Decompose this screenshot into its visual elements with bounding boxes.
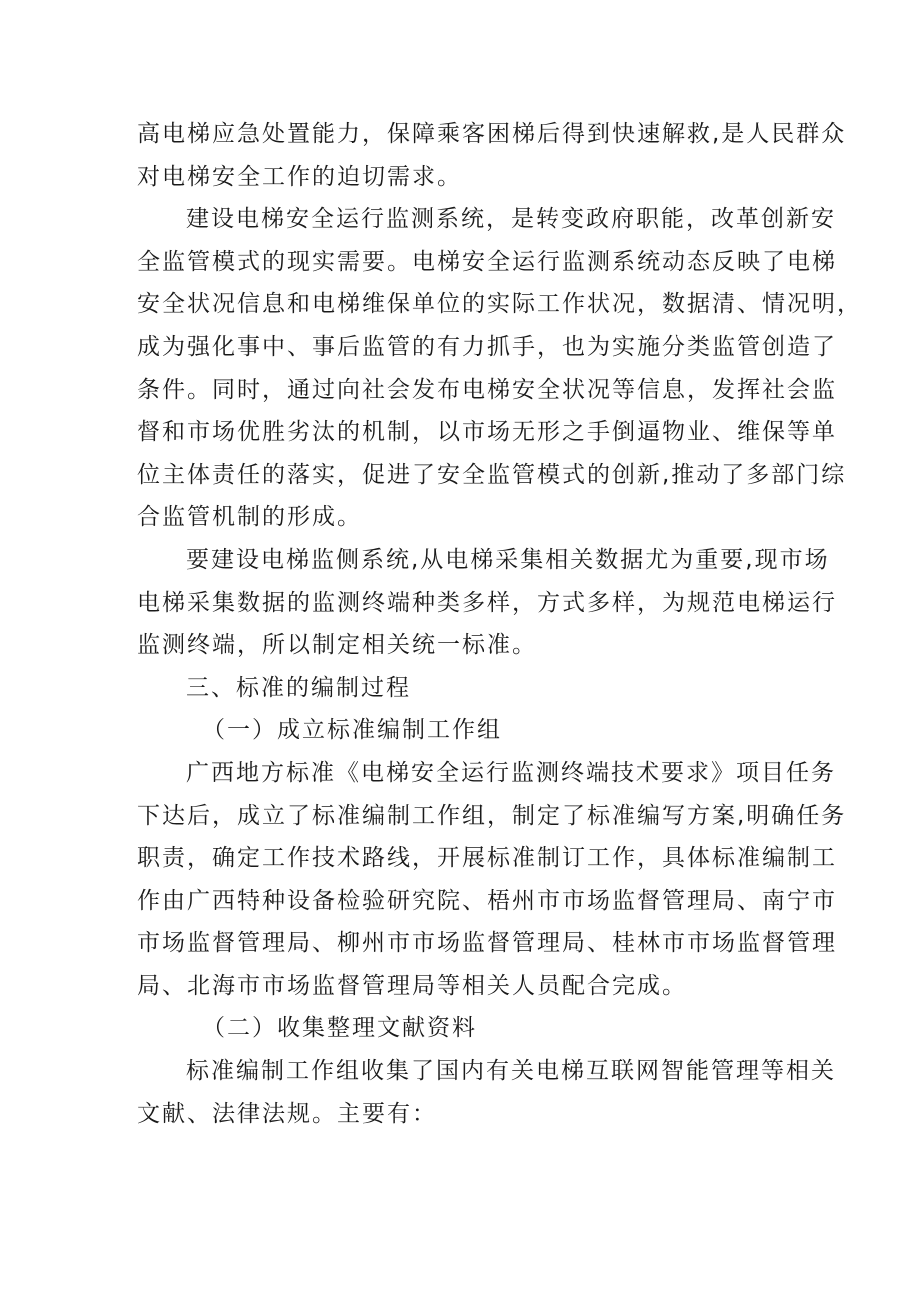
text-line: 要建设电梯监侧系统,从电梯采集相关数据尤为重要,现市场 [186, 546, 830, 573]
text-line: 作由广西特种设备检验研究院、梧州市市场监督管理局、南宁市 [137, 887, 837, 914]
text-line: 广西地方标准《电梯安全运行监测终端技术要求》项目任务 [186, 759, 836, 786]
text-line: 局、北海市市场监督管理局等相关人员配合完成。 [137, 972, 687, 999]
text-line: 成为强化事中、事后监管的有力抓手，也为实施分类监管创造了 [137, 333, 837, 360]
subsection-heading: （二）收集整理文献资料 [202, 1015, 477, 1042]
text-line: 标准编制工作组收集了国内有关电梯互联网智能管理等相关 [186, 1058, 836, 1085]
body-text [137, 113, 862, 1135]
subsection-heading: （一）成立标准编制工作组 [202, 717, 502, 744]
text-line: 安全状况信息和电梯维保单位的实际工作状况，数据清、情况明， [137, 291, 862, 318]
text-line: 位主体责任的落实，促进了安全监管模式的创新,推动了多部门综 [137, 461, 847, 488]
text-line: 下达后，成立了标准编制工作组，制定了标准编写方案,明确任务 [137, 802, 847, 829]
text-line: 督和市场优胜劣汰的机制，以市场无形之手倒逼物业、维保等单 [137, 419, 837, 446]
text-line: 监测终端，所以制定相关统一标准。 [137, 632, 537, 659]
text-line: 高电梯应急处置能力，保障乘客困梯后得到快速解救,是人民群众 [137, 121, 847, 147]
text-line: 建设电梯安全运行监测系统，是转变政府职能，改革创新安 [186, 206, 836, 233]
text-line: 电梯采集数据的监测终端种类多样，方式多样，为规范电梯运行 [137, 589, 837, 616]
text-line: 条件。同时，通过向社会发布电梯安全状况等信息，发挥社会监 [137, 376, 837, 403]
text-line: 职责，确定工作技术路线，开展标准制订工作，具体标准编制工 [137, 845, 837, 872]
text-line: 全监管模式的现实需要。电梯安全运行监测系统动态反映了电梯 [137, 248, 837, 275]
section-heading: 三、标准的编制过程 [186, 674, 411, 701]
text-line: 文献、法律法规。主要有： [137, 1100, 437, 1127]
text-line: 对电梯安全工作的迫切需求。 [137, 163, 462, 190]
text-line: 合监管机制的形成。 [137, 504, 362, 531]
text-line: 市场监督管理局、柳州市市场监督管理局、桂林市市场监督管理 [137, 930, 837, 957]
